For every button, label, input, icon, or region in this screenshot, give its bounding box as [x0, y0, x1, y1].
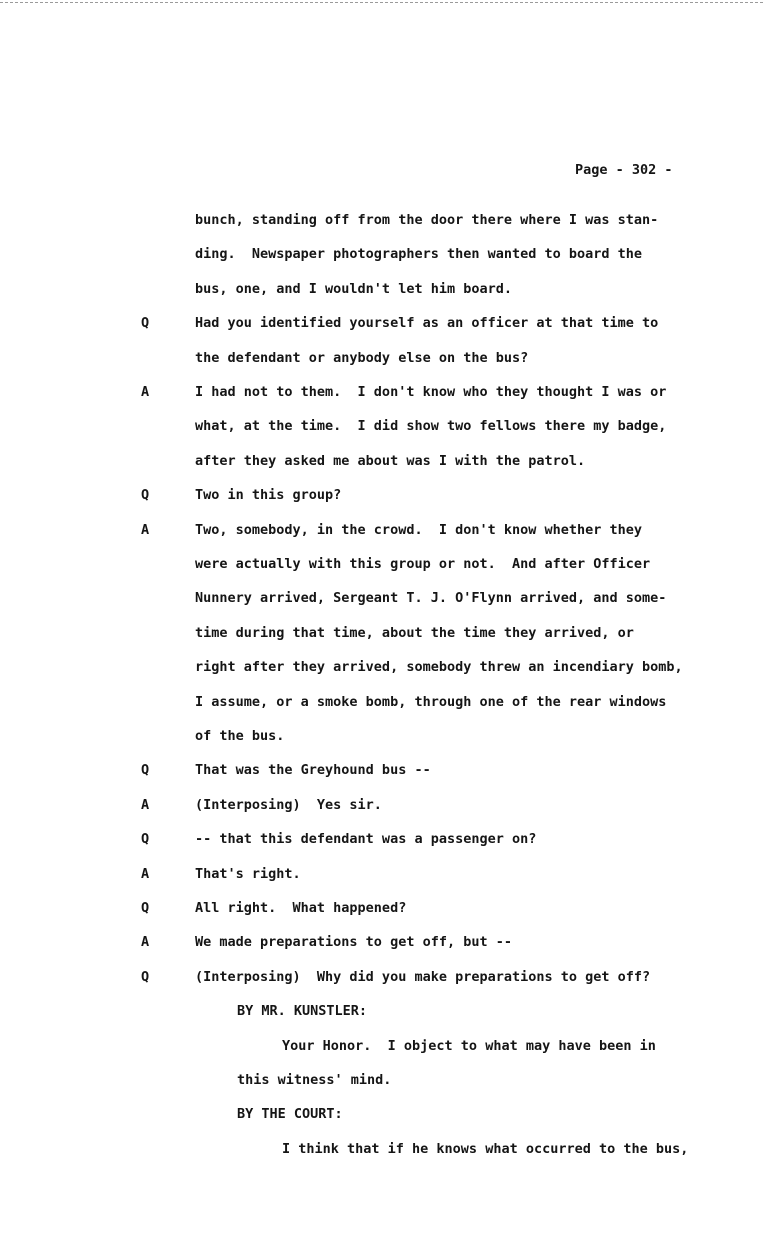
- transcript-line: [0, 210, 763, 230]
- line-text: bus, one, and I wouldn't let him board.: [195, 280, 512, 297]
- transcript-line: [0, 313, 763, 333]
- line-text: We made preparations to get off, but --: [195, 934, 512, 951]
- transcript-line: [0, 623, 763, 643]
- speaker-marker: Q: [141, 762, 150, 779]
- transcript-line: [0, 348, 763, 368]
- transcript-line: [0, 1104, 763, 1124]
- transcript-line: [0, 588, 763, 608]
- transcript-line: [0, 898, 763, 918]
- line-text: the defendant or anybody else on the bus?: [195, 349, 529, 366]
- speaker-marker: A: [141, 521, 150, 538]
- line-text: That was the Greyhound bus --: [195, 762, 431, 779]
- speaker-marker: A: [141, 865, 150, 882]
- transcript-line: [0, 864, 763, 884]
- line-text: (Interposing) Why did you make preparations to get off?: [195, 968, 651, 985]
- page-number: Page - 302 -: [575, 162, 673, 178]
- transcript-line: [0, 244, 763, 264]
- transcript-line: [0, 932, 763, 952]
- transcript-line: [0, 692, 763, 712]
- transcript-line: [0, 554, 763, 574]
- speaker-marker: A: [141, 934, 150, 951]
- line-text: BY MR. KUNSTLER:: [237, 1003, 368, 1020]
- line-text: I think that if he knows what occurred to the bus,: [282, 1140, 689, 1157]
- transcript-line: [0, 451, 763, 471]
- speaker-marker: Q: [141, 315, 150, 332]
- line-text: (Interposing) Yes sir.: [195, 796, 382, 813]
- line-text: All right. What happened?: [195, 900, 407, 916]
- speaker-marker: Q: [141, 831, 150, 848]
- line-text: what, at the time. I did show two fellows there my badge,: [195, 418, 667, 435]
- line-text: bunch, standing off from the door there where I was stan-: [195, 212, 659, 228]
- transcript-line: [0, 795, 763, 815]
- transcript-line: [0, 760, 763, 780]
- transcript-line: [0, 967, 763, 987]
- transcript-line: [0, 485, 763, 505]
- speaker-marker: A: [141, 384, 150, 400]
- line-text: Your Honor. I object to what may have been in: [282, 1037, 656, 1054]
- line-text: after they asked me about was I with the patrol.: [195, 452, 586, 469]
- speaker-marker: A: [141, 796, 150, 813]
- line-text: I had not to them. I don't know who they thought I was or: [195, 384, 667, 400]
- line-text: right after they arrived, somebody threw an incendiary bomb,: [195, 659, 683, 676]
- transcript-line: [0, 416, 763, 436]
- transcript-line: [0, 279, 763, 299]
- line-text: of the bus.: [195, 728, 285, 744]
- transcript-line: [0, 520, 763, 540]
- transcript-line: [0, 382, 763, 402]
- line-text: Two, somebody, in the crowd. I don't know whether they: [195, 521, 643, 538]
- speaker-marker: Q: [141, 968, 150, 985]
- transcript-line: [0, 1139, 763, 1159]
- line-text: this witness' mind.: [237, 1072, 392, 1088]
- line-text: ding. Newspaper photographers then wanted to board the: [195, 246, 643, 263]
- transcript-line: [0, 726, 763, 746]
- transcript-line: [0, 657, 763, 677]
- transcript-line: [0, 1036, 763, 1056]
- line-text: I assume, or a smoke bomb, through one of the rear windows: [195, 693, 667, 710]
- transcript-line: [0, 829, 763, 849]
- line-text: That's right.: [195, 865, 301, 882]
- transcript-line: [0, 1070, 763, 1090]
- line-text: BY THE COURT:: [237, 1106, 343, 1123]
- line-text: time during that time, about the time they arrived, or: [195, 624, 634, 641]
- line-text: Two in this group?: [195, 487, 342, 504]
- transcript-line: [0, 1001, 763, 1021]
- line-text: -- that this defendant was a passenger on?: [195, 831, 537, 848]
- line-text: Had you identified yourself as an officer at that time to: [195, 315, 659, 332]
- speaker-marker: Q: [141, 487, 150, 504]
- speaker-marker: Q: [141, 900, 150, 916]
- line-text: were actually with this group or not. And after Officer: [195, 556, 651, 572]
- line-text: Nunnery arrived, Sergeant T. J. O'Flynn arrived, and some-: [195, 590, 667, 607]
